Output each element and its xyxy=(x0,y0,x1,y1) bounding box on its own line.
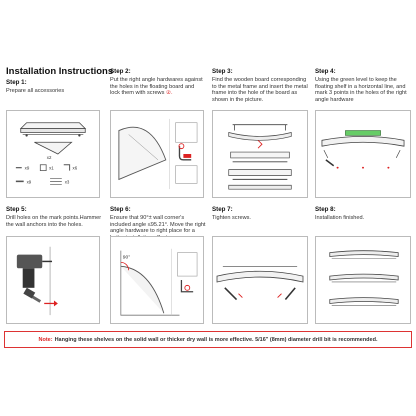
tighten-screws-drawing xyxy=(213,237,307,323)
step-2-illustration xyxy=(110,110,204,198)
finished-shelves-drawing xyxy=(316,237,410,323)
step-5-text: Drill holes on the mark points.Hammer the wall anchors into the holes. xyxy=(6,214,102,228)
step-5-illustration xyxy=(6,236,100,324)
step-2-header xyxy=(110,69,204,97)
step-1-label: Step 1: xyxy=(6,79,27,86)
step-3-illustration xyxy=(212,110,308,198)
step-2-text: Put the right angle hardwares against the holes in the floating board and lock them with screws xyxy=(110,76,203,97)
accessories-drawing xyxy=(7,111,99,197)
qty-screws: x9 xyxy=(24,165,30,171)
step-8-illustration xyxy=(315,236,411,324)
step-3-header xyxy=(212,69,308,104)
step-4-text: Using the green level to keep the floating shelf in a horizontal line, and mark 3 points in the holes of the right angle hardware xyxy=(315,76,407,104)
page-title: Installation Instructions xyxy=(6,66,114,77)
qty-bracket: x1 xyxy=(49,165,54,171)
step-7-text: Tighten screws. xyxy=(212,214,251,221)
qty-angle-hardware: x6 xyxy=(72,165,78,171)
corner-angle-label: 90° xyxy=(122,255,131,261)
step-4-header xyxy=(315,69,413,104)
step-7-header xyxy=(212,207,308,222)
step-6-illustration xyxy=(110,236,204,324)
step-5-header xyxy=(6,207,102,228)
step-7-illustration xyxy=(212,236,308,324)
level-mark-drawing xyxy=(316,111,410,197)
qty-frame: x2 xyxy=(46,154,52,160)
angle-check-drawing xyxy=(111,237,203,323)
step-3-text: Find the wooden board corresponding to the metal frame and insert the metal frame into the hole of the board as shown in the picture. xyxy=(212,76,308,104)
step-1-text: Prepare all accessories xyxy=(6,87,65,94)
note-text: Hanging these shelves on the solid wall or thicker dry wall is more effective. 5/16" (8mm) diameter drill bit is recommended. xyxy=(54,336,378,343)
step-6-text: Ensure that 90°± wall corner's included angle ≤95.21°. Move the right angle hardware to right place for a xyxy=(110,214,206,235)
bracket-lock-drawing xyxy=(111,111,203,197)
step-5-label: Step 5: xyxy=(6,206,27,213)
qty-anchors: x9 xyxy=(26,179,32,185)
step-8-text: Installation finished. xyxy=(315,214,365,221)
step-2-label: Step 2: xyxy=(110,68,131,75)
step-8-label: Step 8: xyxy=(315,206,336,213)
qty-long-screws: x3 xyxy=(64,179,70,185)
step-4-label: Step 4: xyxy=(315,68,336,75)
step-3-label: Step 3: xyxy=(212,68,233,75)
step-2-circled-ref: ②. xyxy=(165,90,173,97)
step-4-illustration xyxy=(315,110,411,198)
step-8-header xyxy=(315,207,411,222)
step-1-header xyxy=(6,80,98,95)
step-6-label: Step 6: xyxy=(110,206,131,213)
step-7-label: Step 7: xyxy=(212,206,233,213)
drill-hammer-drawing xyxy=(7,237,99,323)
frame-insert-drawing xyxy=(213,111,307,197)
step-1-illustration xyxy=(6,110,100,198)
installation-note xyxy=(4,331,412,348)
note-label: Note: xyxy=(38,336,53,343)
